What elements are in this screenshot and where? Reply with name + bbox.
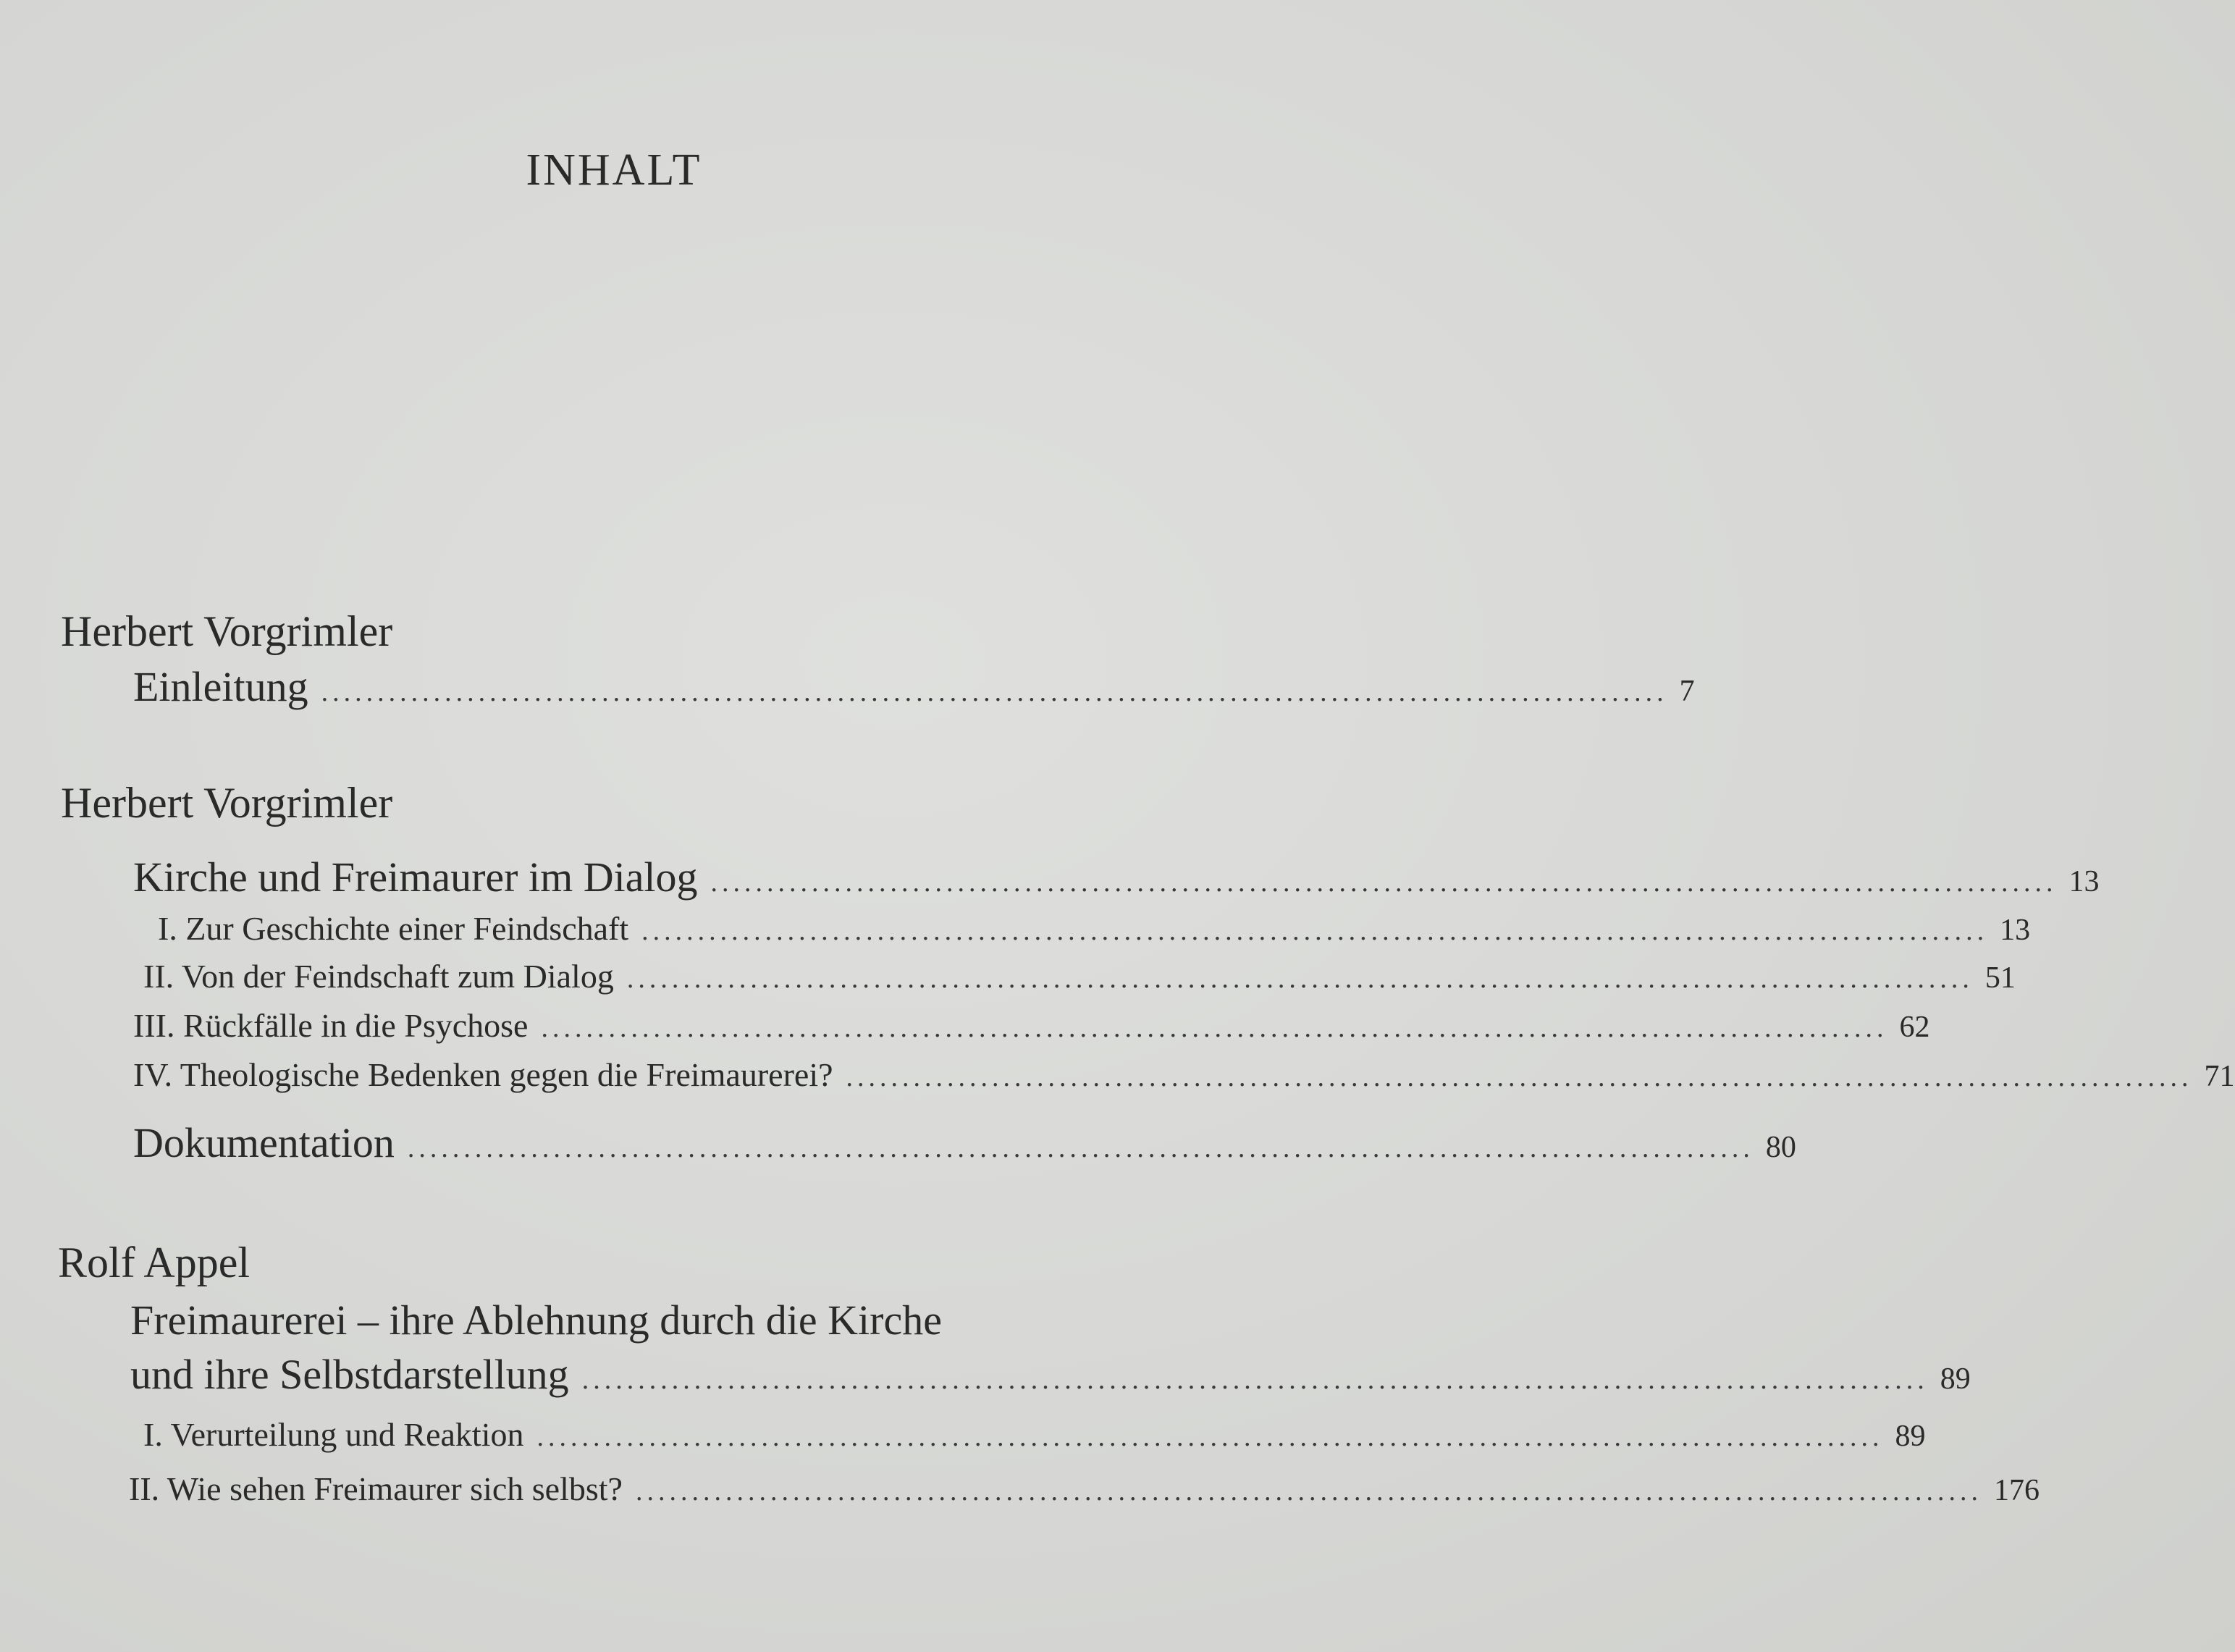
toc-entry [133,853,2100,901]
dot-leader: ........................................................................................................................ [321,677,1668,707]
toc-subentry [129,1470,2040,1508]
toc-subentry [133,1055,2235,1094]
dot-leader: ........................................................................................................................ [641,916,1989,946]
toc-entry-page: 13 [2000,914,2031,947]
toc-entry-label: Kirche und Freimaurer im Dialog [133,854,698,901]
toc-subentry [158,909,2031,948]
dot-leader: ........................................................................................................................ [710,867,2058,898]
toc-entry-label: und ihre Selbstdarstellung [130,1351,569,1398]
toc-entry-label: I. Verurteilung und Reaktion [143,1416,524,1453]
dot-leader: ........................................................................................................................ [407,1133,1754,1163]
toc-entry [133,1118,1796,1167]
toc-entry-label: I. Zur Geschichte einer Feindschaft [158,910,629,947]
toc-entry-page: 176 [1993,1474,2040,1507]
dot-leader: ........................................................................................................................ [626,964,1974,994]
toc-entry-label: II. Wie sehen Freimaurer sich selbst? [129,1470,623,1507]
toc-entry-page: 7 [1679,675,1695,708]
toc-entry-page: 62 [1899,1011,1930,1044]
page-title: INHALT [526,146,702,195]
toc-entry-label: Dokumentation [133,1119,395,1166]
dot-leader: ........................................................................................................................ [536,1422,1884,1452]
author-name: Rolf Appel [58,1239,250,1286]
toc-entry-page: 51 [1984,961,2016,995]
toc-subentry [133,1006,1930,1045]
toc-entry-page: 80 [1765,1131,1796,1164]
toc-subentry [143,1415,1926,1454]
dot-leader: ........................................................................................................................ [846,1062,2193,1092]
toc-entry-page: 89 [1940,1362,1971,1396]
author-name: Herbert Vorgrimler [61,779,393,827]
toc-entry-label: IV. Theologische Bedenken gegen die Freimaurerei? [133,1056,833,1093]
author-name: Herbert Vorgrimler [61,607,393,655]
toc-entry-title-line: Freimaurerei – ihre Ablehnung durch die Kirche [130,1297,942,1344]
toc-subentry [143,957,2016,995]
dot-leader: ........................................................................................................................ [635,1476,1982,1506]
toc-entry-label: III. Rückfälle in die Psychose [133,1007,529,1044]
toc-entry-page: 13 [2068,865,2100,898]
dot-leader: ........................................................................................................................ [581,1365,1929,1395]
toc-entry [130,1350,1971,1399]
toc-entry [133,662,1695,711]
dot-leader: ........................................................................................................................ [541,1013,1888,1043]
toc-entry-label: II. Von der Feindschaft zum Dialog [143,958,614,995]
toc-entry-page: 71 [2204,1060,2235,1093]
toc-entry-page: 89 [1895,1420,1926,1453]
toc-entry-label: Einleitung [133,663,308,710]
